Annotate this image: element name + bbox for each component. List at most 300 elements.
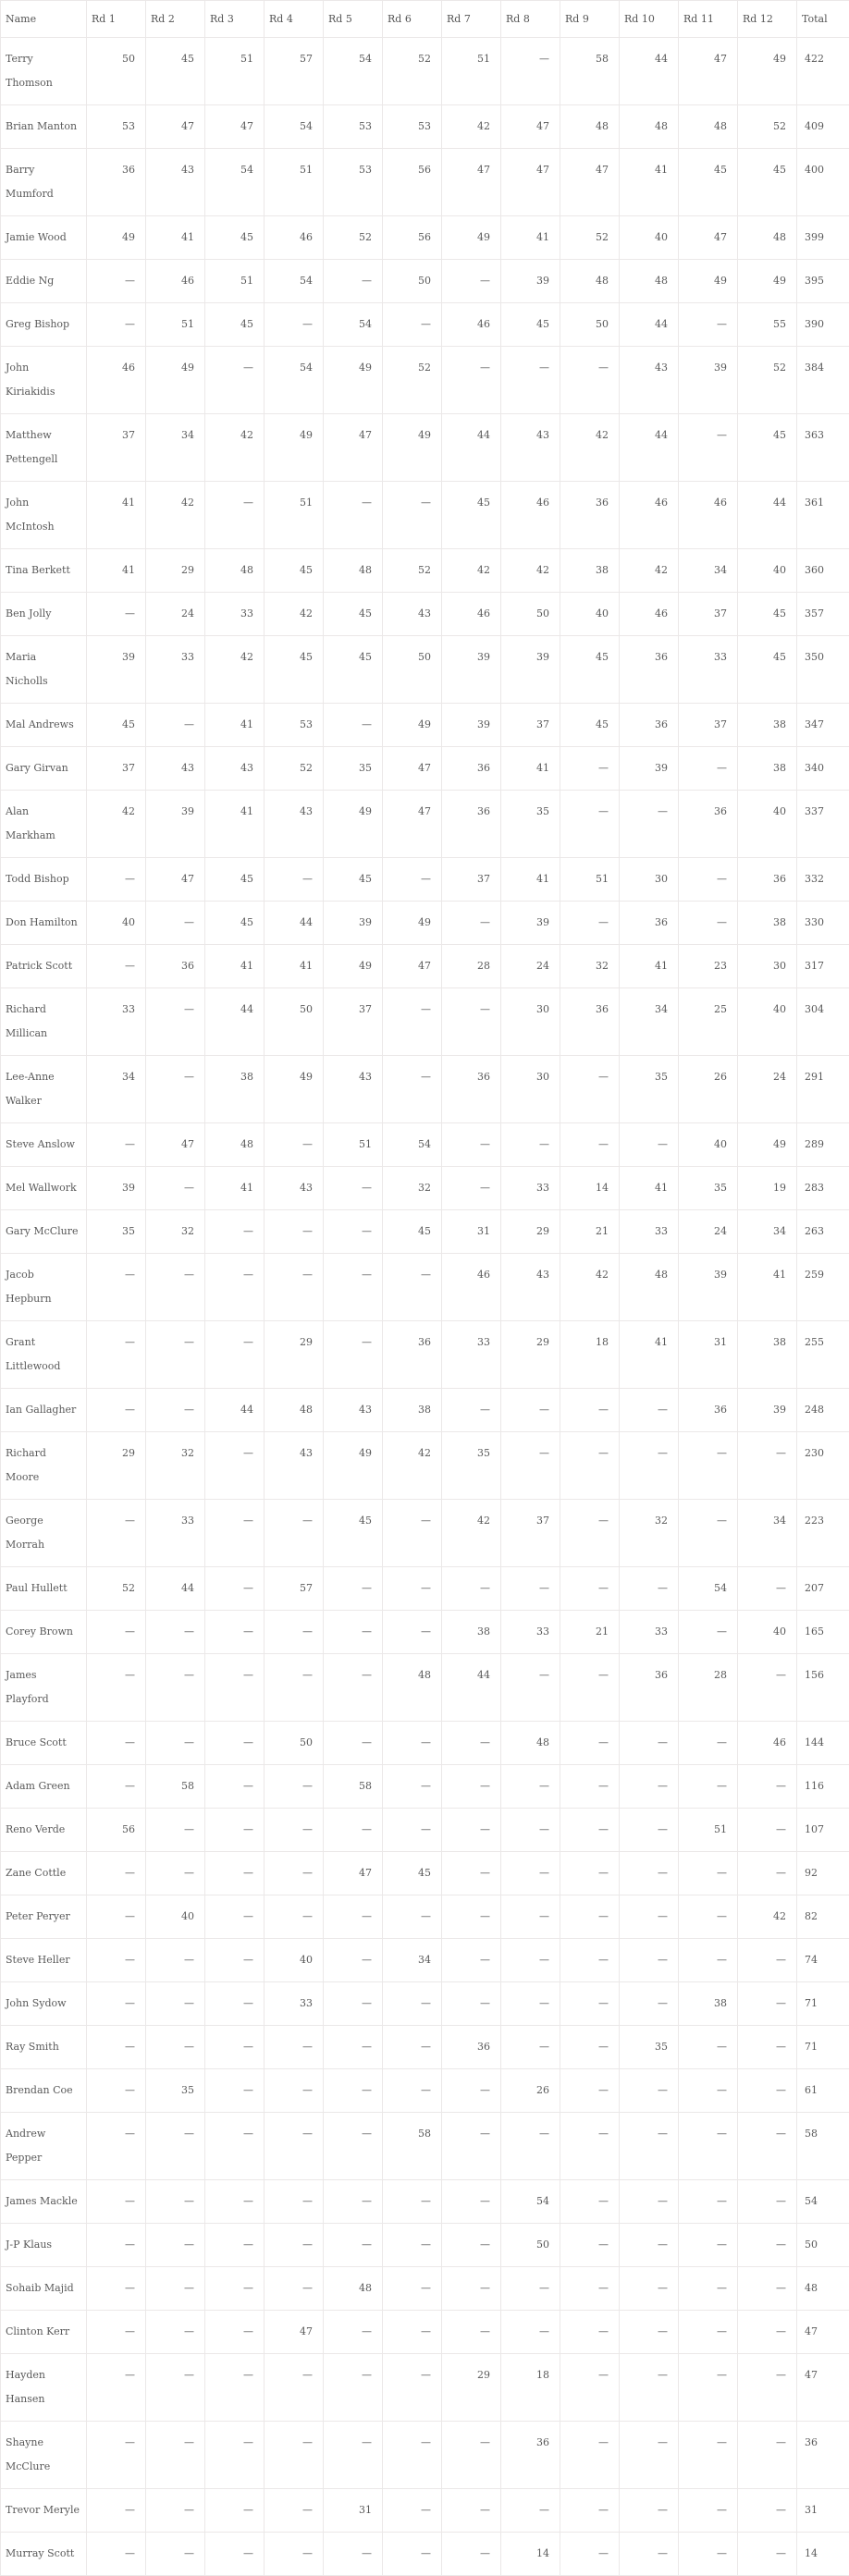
- table-row: [1, 1809, 849, 1852]
- round-score: —: [738, 2113, 797, 2180]
- round-score: —: [205, 2422, 265, 2489]
- player-name: Bruce Scott: [1, 1722, 87, 1765]
- total-score: 207: [797, 1567, 849, 1611]
- round-score: 24: [738, 1056, 797, 1123]
- round-score: —: [146, 1056, 205, 1123]
- total-score: 390: [797, 303, 849, 347]
- round-score: 45: [738, 149, 797, 216]
- table-row: [1, 902, 849, 945]
- table-row: [1, 2069, 849, 2113]
- round-score: 46: [620, 482, 679, 549]
- round-score: —: [738, 2354, 797, 2422]
- round-score: 43: [324, 1389, 383, 1432]
- round-score: —: [324, 482, 383, 549]
- round-score: 36: [87, 149, 146, 216]
- table-row: [1, 1432, 849, 1500]
- round-score: 42: [620, 549, 679, 593]
- round-score: 40: [738, 1611, 797, 1654]
- round-score: —: [383, 1765, 442, 1809]
- header-round-7: Rd 7: [442, 1, 501, 38]
- round-score: 38: [560, 549, 620, 593]
- player-name: Ben Jolly: [1, 593, 87, 636]
- player-name: Mal Andrews: [1, 704, 87, 747]
- round-score: —: [265, 1852, 324, 1895]
- round-score: —: [560, 2533, 620, 2576]
- round-score: —: [442, 988, 501, 1056]
- round-score: —: [265, 2489, 324, 2533]
- round-score: —: [620, 2180, 679, 2224]
- round-score: —: [324, 1611, 383, 1654]
- round-score: —: [87, 2354, 146, 2422]
- round-score: 48: [205, 1123, 265, 1167]
- round-score: —: [383, 1722, 442, 1765]
- total-score: 71: [797, 1982, 849, 2026]
- round-score: 35: [87, 1210, 146, 1254]
- player-name: John Sydow: [1, 1982, 87, 2026]
- round-score: —: [442, 1123, 501, 1167]
- round-score: —: [501, 1654, 560, 1722]
- table-row: [1, 1056, 849, 1123]
- round-score: —: [679, 902, 738, 945]
- round-score: 31: [324, 2489, 383, 2533]
- round-score: —: [442, 1567, 501, 1611]
- round-score: —: [146, 2224, 205, 2267]
- total-score: 61: [797, 2069, 849, 2113]
- table-row: [1, 791, 849, 858]
- round-score: —: [87, 303, 146, 347]
- total-score: 14: [797, 2533, 849, 2576]
- round-score: 45: [324, 593, 383, 636]
- round-score: —: [87, 2180, 146, 2224]
- round-score: 49: [324, 1432, 383, 1500]
- player-name: Maria Nicholls: [1, 636, 87, 704]
- round-score: 41: [265, 945, 324, 988]
- round-score: 52: [738, 105, 797, 149]
- player-name: Brendan Coe: [1, 2069, 87, 2113]
- round-score: —: [87, 1939, 146, 1982]
- round-score: —: [383, 2533, 442, 2576]
- player-name: Terry Thomson: [1, 38, 87, 105]
- total-score: 283: [797, 1167, 849, 1210]
- round-score: 44: [442, 1654, 501, 1722]
- player-name: Grant Littlewood: [1, 1321, 87, 1389]
- table-row: [1, 303, 849, 347]
- round-score: —: [679, 747, 738, 791]
- round-score: —: [324, 1167, 383, 1210]
- total-score: 384: [797, 347, 849, 414]
- round-score: —: [442, 1167, 501, 1210]
- round-score: —: [205, 1939, 265, 1982]
- player-name: Todd Bishop: [1, 858, 87, 902]
- round-score: —: [560, 1895, 620, 1939]
- round-score: 54: [679, 1567, 738, 1611]
- player-name: Adam Green: [1, 1765, 87, 1809]
- table-header: [1, 1, 849, 38]
- table-row: [1, 704, 849, 747]
- round-score: 36: [442, 747, 501, 791]
- player-name: Ian Gallagher: [1, 1389, 87, 1432]
- round-score: —: [679, 1852, 738, 1895]
- round-score: —: [324, 2026, 383, 2069]
- player-name: John McIntosh: [1, 482, 87, 549]
- round-score: 45: [501, 303, 560, 347]
- round-score: 29: [265, 1321, 324, 1389]
- round-score: —: [87, 1722, 146, 1765]
- total-score: 263: [797, 1210, 849, 1254]
- total-score: 74: [797, 1939, 849, 1982]
- round-score: —: [87, 2026, 146, 2069]
- round-score: —: [442, 1389, 501, 1432]
- round-score: —: [205, 482, 265, 549]
- round-score: —: [146, 1611, 205, 1654]
- round-score: 42: [442, 549, 501, 593]
- round-score: 52: [738, 347, 797, 414]
- round-score: 49: [265, 1056, 324, 1123]
- round-score: 49: [324, 347, 383, 414]
- round-score: 29: [146, 549, 205, 593]
- round-score: 32: [383, 1167, 442, 1210]
- round-score: 41: [87, 549, 146, 593]
- round-score: 49: [442, 216, 501, 260]
- table-row: [1, 858, 849, 902]
- table-row: [1, 2311, 849, 2354]
- round-score: 38: [205, 1056, 265, 1123]
- round-score: —: [501, 1982, 560, 2026]
- total-score: 82: [797, 1895, 849, 1939]
- round-score: —: [679, 1939, 738, 1982]
- round-score: 39: [146, 791, 205, 858]
- round-score: —: [87, 2267, 146, 2311]
- round-score: 44: [265, 902, 324, 945]
- round-score: —: [679, 1722, 738, 1765]
- table-row: [1, 105, 849, 149]
- round-score: 45: [265, 636, 324, 704]
- player-name: Mel Wallwork: [1, 1167, 87, 1210]
- round-score: —: [383, 2180, 442, 2224]
- player-name: Greg Bishop: [1, 303, 87, 347]
- round-score: 51: [324, 1123, 383, 1167]
- round-score: —: [679, 2113, 738, 2180]
- round-score: —: [205, 1722, 265, 1765]
- table-row: [1, 1210, 849, 1254]
- round-score: —: [620, 2113, 679, 2180]
- total-score: 350: [797, 636, 849, 704]
- round-score: —: [265, 2026, 324, 2069]
- round-score: —: [265, 1611, 324, 1654]
- round-score: —: [679, 2026, 738, 2069]
- total-score: 58: [797, 2113, 849, 2180]
- round-score: 36: [738, 858, 797, 902]
- round-score: —: [383, 2026, 442, 2069]
- round-score: 51: [442, 38, 501, 105]
- round-score: 43: [265, 791, 324, 858]
- table-row: [1, 2354, 849, 2422]
- round-score: 53: [324, 149, 383, 216]
- table-row: [1, 1611, 849, 1654]
- round-score: 14: [560, 1167, 620, 1210]
- round-score: 46: [442, 303, 501, 347]
- round-score: —: [620, 2267, 679, 2311]
- round-score: 36: [501, 2422, 560, 2489]
- round-score: —: [738, 2267, 797, 2311]
- round-score: 35: [146, 2069, 205, 2113]
- round-score: 44: [620, 38, 679, 105]
- round-score: 49: [383, 414, 442, 482]
- player-name: Andrew Pepper: [1, 2113, 87, 2180]
- round-score: 47: [146, 105, 205, 149]
- round-score: 29: [442, 2354, 501, 2422]
- round-score: —: [146, 2354, 205, 2422]
- round-score: —: [679, 1895, 738, 1939]
- round-score: —: [442, 1852, 501, 1895]
- table-row: [1, 2422, 849, 2489]
- round-score: —: [501, 2267, 560, 2311]
- round-score: —: [501, 1939, 560, 1982]
- round-score: —: [560, 1765, 620, 1809]
- round-score: 45: [87, 704, 146, 747]
- round-score: —: [265, 858, 324, 902]
- round-score: —: [146, 2026, 205, 2069]
- round-score: 33: [501, 1167, 560, 1210]
- round-score: —: [560, 1389, 620, 1432]
- round-score: —: [205, 1210, 265, 1254]
- round-score: —: [383, 1056, 442, 1123]
- round-score: —: [620, 1567, 679, 1611]
- round-score: 33: [205, 593, 265, 636]
- round-score: —: [383, 2422, 442, 2489]
- round-score: —: [205, 1432, 265, 1500]
- round-score: —: [560, 902, 620, 945]
- round-score: —: [560, 1722, 620, 1765]
- round-score: 39: [324, 902, 383, 945]
- round-score: —: [205, 2533, 265, 2576]
- round-score: 56: [87, 1809, 146, 1852]
- round-score: —: [205, 1567, 265, 1611]
- round-score: —: [442, 1895, 501, 1939]
- round-score: 47: [383, 791, 442, 858]
- total-score: 31: [797, 2489, 849, 2533]
- round-score: —: [87, 1123, 146, 1167]
- round-score: 49: [383, 704, 442, 747]
- round-score: 53: [87, 105, 146, 149]
- round-score: —: [738, 1432, 797, 1500]
- round-score: 47: [265, 2311, 324, 2354]
- round-score: 39: [679, 1254, 738, 1321]
- round-score: 37: [87, 747, 146, 791]
- round-score: 50: [265, 1722, 324, 1765]
- round-score: 52: [383, 38, 442, 105]
- table-row: [1, 636, 849, 704]
- round-score: 53: [324, 105, 383, 149]
- round-score: 32: [146, 1432, 205, 1500]
- round-score: 48: [205, 549, 265, 593]
- player-name: Lee-Anne Walker: [1, 1056, 87, 1123]
- round-score: 36: [442, 1056, 501, 1123]
- round-score: —: [620, 2533, 679, 2576]
- round-score: 43: [146, 149, 205, 216]
- total-score: 395: [797, 260, 849, 303]
- header-round-11: Rd 11: [679, 1, 738, 38]
- round-score: —: [87, 1895, 146, 1939]
- round-score: —: [501, 1432, 560, 1500]
- round-score: 36: [620, 1654, 679, 1722]
- player-name: Brian Manton: [1, 105, 87, 149]
- round-score: 33: [442, 1321, 501, 1389]
- round-score: —: [146, 2489, 205, 2533]
- round-score: —: [501, 2311, 560, 2354]
- total-score: 107: [797, 1809, 849, 1852]
- round-score: 47: [383, 945, 442, 988]
- round-score: 41: [146, 216, 205, 260]
- round-score: 29: [87, 1432, 146, 1500]
- round-score: 43: [146, 747, 205, 791]
- round-score: —: [205, 2224, 265, 2267]
- round-score: —: [146, 2267, 205, 2311]
- round-score: —: [87, 1765, 146, 1809]
- round-score: 35: [324, 747, 383, 791]
- round-score: 43: [265, 1167, 324, 1210]
- table-row: [1, 482, 849, 549]
- round-score: 45: [679, 149, 738, 216]
- round-score: —: [501, 1852, 560, 1895]
- round-score: 34: [146, 414, 205, 482]
- total-score: 291: [797, 1056, 849, 1123]
- round-score: 47: [501, 149, 560, 216]
- round-score: —: [324, 1321, 383, 1389]
- round-score: 43: [620, 347, 679, 414]
- round-score: 54: [324, 38, 383, 105]
- round-score: 47: [560, 149, 620, 216]
- round-score: 36: [560, 482, 620, 549]
- round-score: —: [679, 2224, 738, 2267]
- round-score: 36: [442, 791, 501, 858]
- round-score: —: [560, 1939, 620, 1982]
- round-score: —: [383, 482, 442, 549]
- round-score: 36: [620, 704, 679, 747]
- round-score: —: [679, 2267, 738, 2311]
- round-score: —: [324, 1939, 383, 1982]
- player-name: Zane Cottle: [1, 1852, 87, 1895]
- round-score: —: [442, 2311, 501, 2354]
- round-score: 49: [679, 260, 738, 303]
- round-score: —: [501, 1809, 560, 1852]
- round-score: 35: [620, 1056, 679, 1123]
- round-score: 39: [501, 260, 560, 303]
- round-score: 41: [620, 1321, 679, 1389]
- round-score: 47: [205, 105, 265, 149]
- round-score: 42: [560, 414, 620, 482]
- round-score: 36: [560, 988, 620, 1056]
- round-score: 52: [265, 747, 324, 791]
- round-score: 48: [679, 105, 738, 149]
- header-round-12: Rd 12: [738, 1, 797, 38]
- round-score: 41: [205, 945, 265, 988]
- round-score: 45: [265, 549, 324, 593]
- round-score: 52: [560, 216, 620, 260]
- round-score: 33: [146, 636, 205, 704]
- player-name: Richard Millican: [1, 988, 87, 1056]
- table-row: [1, 2224, 849, 2267]
- round-score: —: [738, 1567, 797, 1611]
- round-score: 49: [738, 260, 797, 303]
- player-name: John Kiriakidis: [1, 347, 87, 414]
- round-score: —: [738, 1852, 797, 1895]
- round-score: —: [265, 2422, 324, 2489]
- round-score: 50: [87, 38, 146, 105]
- round-score: —: [442, 2069, 501, 2113]
- round-score: —: [87, 1321, 146, 1389]
- round-score: 48: [620, 1254, 679, 1321]
- round-score: 51: [265, 149, 324, 216]
- round-score: 44: [738, 482, 797, 549]
- round-score: 45: [442, 482, 501, 549]
- round-score: —: [146, 1722, 205, 1765]
- round-score: —: [265, 303, 324, 347]
- round-score: —: [560, 791, 620, 858]
- table-row: [1, 2113, 849, 2180]
- round-score: 37: [679, 593, 738, 636]
- round-score: —: [679, 2180, 738, 2224]
- total-score: 259: [797, 1254, 849, 1321]
- round-score: 24: [501, 945, 560, 988]
- round-score: —: [324, 1254, 383, 1321]
- round-score: 44: [146, 1567, 205, 1611]
- total-score: 156: [797, 1654, 849, 1722]
- round-score: —: [87, 2489, 146, 2533]
- round-score: 45: [560, 636, 620, 704]
- round-score: 37: [442, 858, 501, 902]
- total-score: 255: [797, 1321, 849, 1389]
- round-score: 40: [738, 791, 797, 858]
- round-score: —: [87, 1852, 146, 1895]
- total-score: 340: [797, 747, 849, 791]
- player-name: Eddie Ng: [1, 260, 87, 303]
- round-score: —: [265, 2267, 324, 2311]
- round-score: —: [501, 2113, 560, 2180]
- round-score: 40: [560, 593, 620, 636]
- round-score: 47: [383, 747, 442, 791]
- round-score: —: [146, 2113, 205, 2180]
- round-score: 52: [383, 347, 442, 414]
- round-score: —: [324, 1567, 383, 1611]
- total-score: 144: [797, 1722, 849, 1765]
- round-score: —: [383, 2311, 442, 2354]
- round-score: 32: [560, 945, 620, 988]
- table-row: [1, 38, 849, 105]
- round-score: 42: [205, 414, 265, 482]
- round-score: 57: [265, 1567, 324, 1611]
- round-score: 45: [324, 1500, 383, 1567]
- table-row: [1, 945, 849, 988]
- round-score: —: [442, 260, 501, 303]
- round-score: 50: [383, 260, 442, 303]
- round-score: 47: [679, 216, 738, 260]
- total-score: 360: [797, 549, 849, 593]
- round-score: —: [738, 1654, 797, 1722]
- round-score: 43: [501, 414, 560, 482]
- round-score: —: [265, 1210, 324, 1254]
- header-round-5: Rd 5: [324, 1, 383, 38]
- round-score: 53: [383, 105, 442, 149]
- round-score: 30: [501, 988, 560, 1056]
- round-score: —: [560, 347, 620, 414]
- round-score: 33: [265, 1982, 324, 2026]
- round-score: 32: [620, 1500, 679, 1567]
- table-row: [1, 149, 849, 216]
- round-score: 36: [442, 2026, 501, 2069]
- round-score: 47: [442, 149, 501, 216]
- total-score: 36: [797, 2422, 849, 2489]
